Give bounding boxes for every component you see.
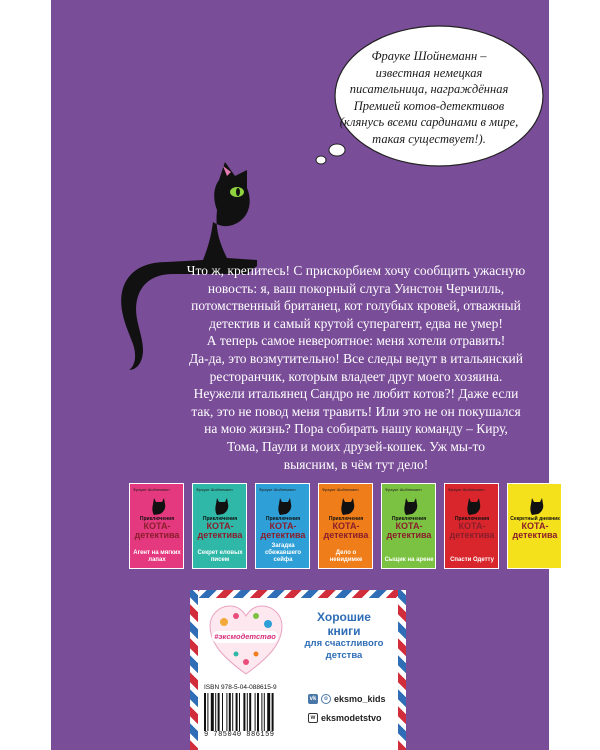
series-main: КОТА- xyxy=(332,521,360,531)
series-bottom: детектива xyxy=(260,530,306,540)
series-books-row xyxy=(129,483,569,571)
series-book-cover xyxy=(255,483,310,569)
hashtag-label: #эксмодетство xyxy=(212,631,278,643)
bubble-line: (клянусь всеми сардинами в мире, xyxy=(339,115,519,129)
barcode-number: 9 785040 886159 xyxy=(204,731,275,739)
blurb-line: выясним, в чём тут дело! xyxy=(283,456,429,472)
blurb-line: потомственный британец, кот голубых кровей, отважный xyxy=(191,298,521,314)
bubble-text xyxy=(333,48,525,147)
blurb-line: Тома, Паули и моих друзей-кошек. Уж мы-то xyxy=(227,438,485,454)
cat-silhouette-icon xyxy=(150,496,168,516)
book-author: Фрауке Шойнеманн xyxy=(196,487,233,492)
social-vk[interactable] xyxy=(308,694,386,704)
vk-icon: vk xyxy=(309,696,317,702)
book-series-title xyxy=(447,516,497,540)
book-author: Фрауке Шойнеманн xyxy=(322,487,359,492)
series-bottom: детектива xyxy=(197,530,243,540)
slogan-line: детства xyxy=(325,650,363,661)
series-book-cover xyxy=(507,483,562,569)
isbn-text: ISBN 978-5-04-088615-9 xyxy=(204,684,277,691)
airmail-stripe-top xyxy=(190,590,406,598)
series-top: Секретный дневник xyxy=(510,516,560,522)
blurb-text xyxy=(156,262,556,473)
series-main: КОТА- xyxy=(143,521,171,531)
social-site[interactable] xyxy=(308,713,386,723)
book-title: Агент на мягких лапах xyxy=(133,550,181,563)
series-main: КОТА- xyxy=(521,521,549,531)
series-bottom: детектива xyxy=(386,530,432,540)
book-series-title xyxy=(384,516,434,540)
book-author: Фрауке Шойнеманн xyxy=(133,487,170,492)
book-series-title xyxy=(510,516,560,540)
book-title: Секрет еловых писем xyxy=(197,550,243,563)
bubble-line: писательница, награждённая xyxy=(349,82,509,96)
publisher-card xyxy=(190,590,406,750)
series-book-cover xyxy=(444,483,499,569)
blurb-line: Что ж, крепитесь! С прискорбием хочу сообщить ужасную xyxy=(186,263,526,278)
series-top: Приключения xyxy=(454,516,490,522)
blurb-line: на мою жизнь? Пора собирать нашу команду – Киру, xyxy=(204,421,508,437)
series-bottom: детектива xyxy=(134,530,180,540)
series-main: КОТА- xyxy=(395,521,423,531)
slogan-line: Хорошие xyxy=(317,610,371,624)
web-icon: w xyxy=(308,713,318,723)
airmail-stripe-left xyxy=(190,590,198,750)
series-main: КОТА- xyxy=(206,521,234,531)
bubble-line: Премией котов-детективов xyxy=(353,98,505,113)
cat-silhouette-icon xyxy=(528,496,546,516)
barcode xyxy=(204,693,292,731)
series-top: Приключения xyxy=(139,516,175,522)
book-title: Дело о невидимке xyxy=(329,550,363,563)
series-book-cover xyxy=(129,483,184,569)
cat-silhouette-icon xyxy=(213,496,231,516)
book-title: Загадка сбежавшего сейфа xyxy=(265,543,301,563)
book-series-title xyxy=(195,516,245,540)
slogan-line: книги xyxy=(327,624,361,638)
series-bottom: детектива xyxy=(323,530,369,540)
blurb-line: А теперь самое невероятное: меня хотели отравить! xyxy=(206,333,506,349)
cat-silhouette-icon xyxy=(339,496,357,516)
blurb-line: Неужели итальянец Сандро не любит котов?! Даже если xyxy=(193,386,519,402)
blurb-line: новость: я, ваш покорный слуга Уинстон Черчилль, xyxy=(207,280,505,296)
book-author: Фрауке Шойнеманн xyxy=(448,487,485,492)
book-series-title xyxy=(132,516,182,540)
series-book-cover xyxy=(318,483,373,569)
series-bottom: детектива xyxy=(512,530,558,540)
bubble-line: известная немецкая xyxy=(375,65,483,80)
book-title: Сыщик на арене xyxy=(384,557,434,563)
social-links xyxy=(308,694,386,732)
series-book-cover xyxy=(381,483,436,569)
cat-silhouette-icon xyxy=(276,496,294,516)
series-top: Приключения xyxy=(391,516,427,522)
blurb-line: Да-да, это возмутительно! Все следы ведут в итальянский xyxy=(188,350,524,366)
series-top: Приключения xyxy=(328,516,364,522)
series-bottom: детектива xyxy=(449,530,495,540)
book-series-title xyxy=(321,516,371,540)
book-series-title xyxy=(258,516,308,540)
series-book-cover xyxy=(192,483,247,569)
cat-silhouette-icon xyxy=(465,496,483,516)
book-author: Фрауке Шойнеманн xyxy=(259,487,296,492)
series-main: КОТА- xyxy=(269,521,297,531)
publisher-slogan xyxy=(288,610,400,662)
book-author: Фрауке Шойнеманн xyxy=(385,487,422,492)
series-main: КОТА- xyxy=(458,521,486,531)
vk-label: eksmo_kids xyxy=(334,694,386,704)
series-top: Приключения xyxy=(202,516,238,522)
book-title: Спасти Одетту xyxy=(450,557,494,563)
blurb-line: детектив и самый крутой суперагент, едва не умер! xyxy=(209,315,503,331)
blurb-line: ресторанчик, которым владеет друг моего хозяина. xyxy=(209,368,503,384)
ok-icon: o xyxy=(321,694,331,704)
blurb-line: так, это не повод меня травить! Или это не он покушался xyxy=(191,403,521,419)
cat-silhouette-icon xyxy=(402,496,420,516)
slogan-line: для счастливого xyxy=(304,638,384,649)
bubble-line: такая существует!). xyxy=(372,131,486,146)
site-label: eksmodetstvo xyxy=(321,713,382,723)
bubble-line: Фрауке Шойнеманн – xyxy=(371,49,487,63)
series-top: Приключения xyxy=(265,516,301,522)
